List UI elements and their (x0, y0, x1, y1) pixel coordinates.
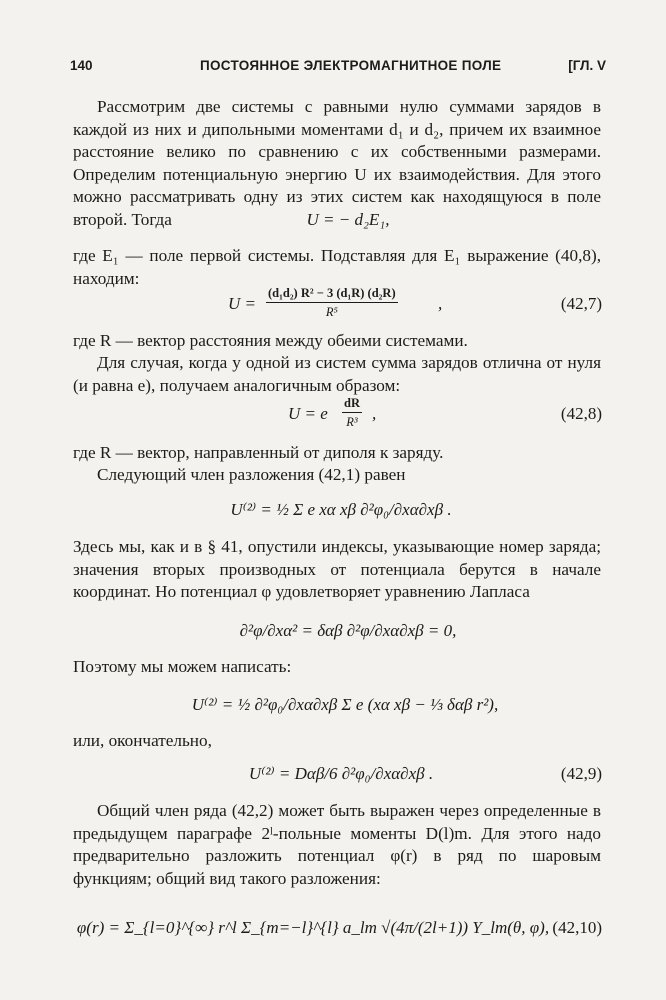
paragraph-3: где R — вектор расстояния между обеими системами. (73, 331, 468, 350)
equation-rewritten-term: U⁽²⁾ = ½ ∂²φ₀/∂xα∂xβ Σ e (xα xβ − ⅓ δαβ r²), (191, 695, 499, 714)
paragraph-5: где R — вектор, направленный от диполя к заряду. (73, 443, 444, 462)
paragraph-8: Поэтому мы можем написать: (73, 657, 292, 676)
paragraph-7: Здесь мы, как и в § 41, опустили индексы, указывающие номер заряда; значения вторых производных от потенциала берутся в начале координат. Но потенциал φ удовлетворяет уравнению Лапласа (73, 537, 601, 602)
eq-42-7-label: (42,7) (560, 294, 602, 313)
paragraph-6: Следующий член разложения (42,1) равен (97, 465, 406, 484)
equation-energy-dipole: U = − d₂E₁, (306, 210, 390, 229)
page-number: 140 (70, 58, 93, 73)
equation-42-9 (0, 764, 666, 794)
paragraph-9: или, окончательно, (73, 731, 212, 750)
eq-42-8-label: (42,8) (560, 404, 602, 423)
eq-42-8-denominator: R³ (346, 415, 358, 429)
equation-laplace: ∂²φ/∂xα² = δαβ ∂²φ/∂xα∂xβ = 0, (239, 621, 457, 640)
eq-42-10-body: φ(r) = Σ_{l=0}^{∞} r^l Σ_{m=−l}^{l} a_lm √(4π/(2l+1)) Y_lm(θ, φ), (76, 918, 550, 937)
paragraph-2: где E₁ — поле первой системы. Подставляя для E₁ выражение (40,8), находим: (73, 246, 601, 288)
equation-42-7 (0, 284, 666, 324)
eq-42-9-body: U⁽²⁾ = Dαβ/6 ∂²φ₀/∂xα∂xβ . (248, 764, 434, 783)
eq-42-7-numerator: (d₁d₂) R² − 3 (d₁R) (d₂R) (266, 284, 398, 303)
equation-42-10 (0, 900, 666, 960)
paragraph-4: Для случая, когда у одной из систем сумма зарядов отлична от нуля (и равна e), получаем аналогичным образом: (73, 353, 601, 395)
running-title: ПОСТОЯННОЕ ЭЛЕКТРОМАГНИТНОЕ ПОЛЕ (200, 58, 502, 73)
paragraph-1: Рассмотрим две системы с равными нулю суммами зарядов в каждой из них и дипольными моментами d₁ и d₂, причем их взаимное расстояние велико по сравнению с их собственными размерами. Определим потенциальную энергию U их взаимодействия. Для этого можно рассматривать одну из этих систем как находящуюся в поле второй. Тогда (73, 97, 601, 229)
eq-42-10-label: (42,10) (552, 918, 602, 937)
page-header (70, 58, 606, 78)
eq-42-7-fraction (266, 284, 398, 321)
eq-42-7-lhs: U = (228, 294, 256, 313)
eq-42-7-denominator: R⁵ (325, 305, 338, 319)
eq-42-7-comma: , (438, 294, 443, 313)
eq-42-8-numerator: dR (342, 394, 362, 413)
eq-42-8-comma: , (372, 404, 377, 423)
chapter-label: [ГЛ. V (568, 58, 606, 73)
equation-second-order-term: U⁽²⁾ = ½ Σ e xα xβ ∂²φ₀/∂xα∂xβ . (230, 500, 452, 519)
paragraph-10: Общий член ряда (42,2) может быть выражен через определенные в предыдущем параграфе 2ˡ-польные моменты D(l)m. Для этого надо предварительно разложить потенциал φ(r) в ряд по шаровым функциям; общий вид такого разложения: (73, 801, 601, 888)
eq-42-8-fraction (342, 394, 362, 431)
equation-42-8 (0, 394, 666, 434)
eq-42-8-lhs: U = e (288, 404, 328, 423)
eq-42-9-label: (42,9) (560, 764, 602, 783)
